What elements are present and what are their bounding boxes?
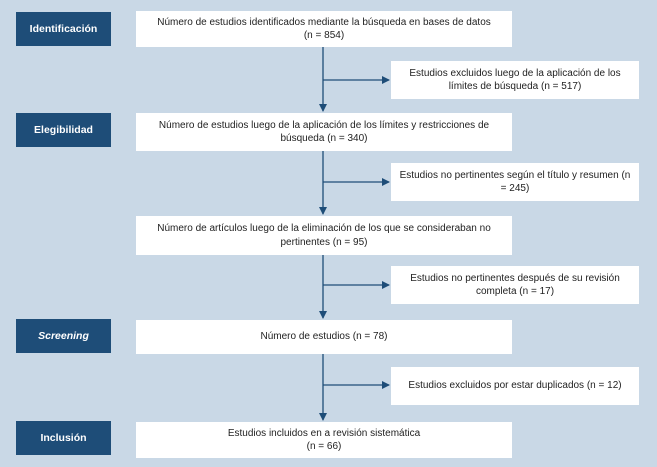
box-after-relevance	[136, 216, 512, 255]
phase-eligibility-label: Elegibilidad	[34, 124, 93, 136]
phase-identification	[16, 12, 111, 46]
box-excluded-limits-text: Estudios excluidos luego de la aplicación de los límites de búsqueda (n = 517)	[409, 67, 621, 92]
box-excluded-full-review	[391, 266, 639, 304]
phase-inclusion	[16, 421, 111, 455]
box-excluded-full-review-text: Estudios no pertinentes después de su revisión completa (n = 17)	[410, 272, 620, 297]
box-identified-text: Número de estudios identificados mediante la búsqueda en bases de datos (n = 854)	[157, 16, 491, 41]
box-after-limits-text: Número de estudios luego de la aplicación de los límites y restricciones de búsqueda (n = 340)	[158, 119, 490, 144]
box-excluded-title-abstract-text: Estudios no pertinentes según el título y resumen (n = 245)	[399, 169, 631, 194]
phase-screening-label: Screening	[38, 330, 89, 342]
box-screened	[136, 320, 512, 354]
box-screened-text: Número de estudios (n = 78)	[260, 331, 388, 343]
box-after-relevance-text: Número de artículos luego de la eliminación de los que se consideraban no pertinentes (n = 95)	[157, 223, 491, 248]
box-excluded-title-abstract	[391, 163, 639, 201]
box-included	[136, 422, 512, 458]
box-identified	[136, 11, 512, 47]
box-excluded-limits	[391, 61, 639, 99]
box-after-limits	[136, 113, 512, 151]
box-excluded-duplicates	[391, 367, 639, 405]
box-included-text: Estudios incluidos en a revisión sistemática (n = 66)	[227, 427, 421, 452]
box-excluded-duplicates-text: Estudios excluidos por estar duplicados (n = 12)	[408, 380, 622, 392]
phase-screening	[16, 319, 111, 353]
phase-eligibility	[16, 113, 111, 147]
phase-inclusion-label: Inclusión	[40, 432, 87, 444]
phase-identification-label: Identificación	[29, 23, 98, 35]
